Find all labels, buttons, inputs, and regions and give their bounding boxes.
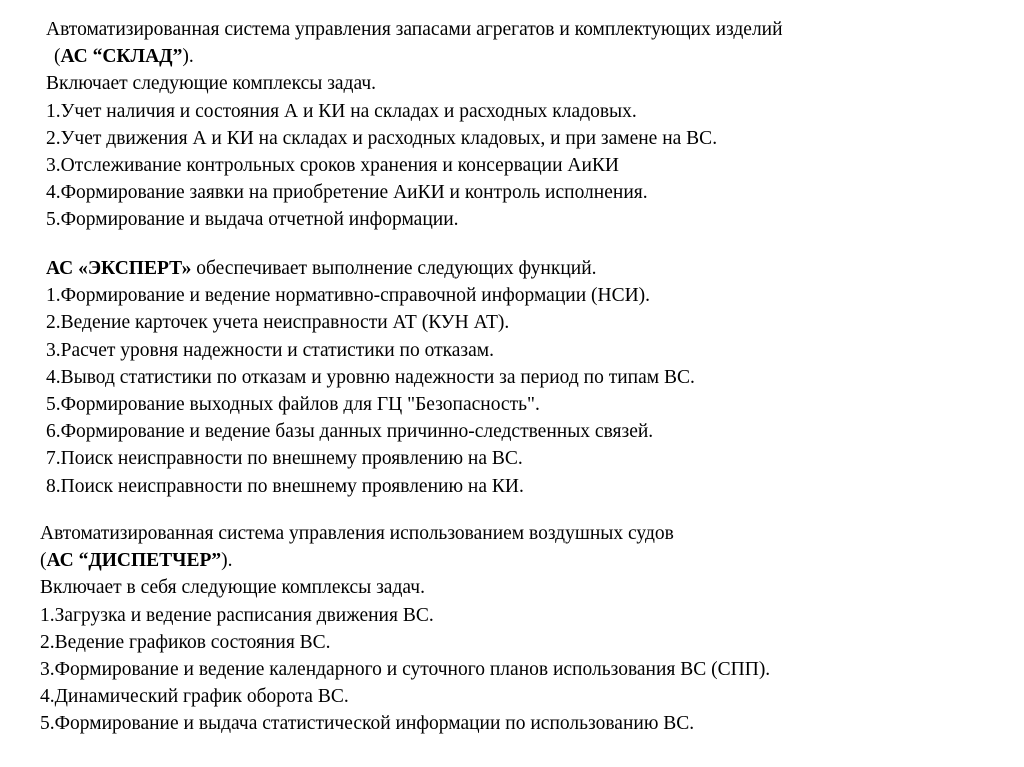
ekspert-item: 4.Вывод статистики по отказам и уровню надежности за период по типам ВС.	[46, 366, 695, 388]
dispetcher-item: 5.Формирование и выдача статистической информации по использованию ВС.	[40, 713, 695, 735]
sklad-item: 5.Формирование и выдача отчетной информации.	[46, 209, 459, 231]
dispetcher-item: 4.Динамический график оборота ВС.	[40, 686, 349, 708]
dispetcher-item: 1.Загрузка и ведение расписания движения ВС.	[40, 604, 434, 626]
sklad-item: 2.Учет движения А и КИ на складах и расходных кладовых, и при замене на ВС.	[46, 127, 718, 149]
ekspert-section	[46, 255, 695, 500]
sklad-name-open: (	[54, 46, 61, 68]
ekspert-item: 7.Поиск неисправности по внешнему проявлению на ВС.	[46, 448, 523, 470]
dispetcher-subtitle: Включает в себя следующие комплексы задач.	[40, 577, 425, 599]
sklad-item: 4.Формирование заявки на приобретение АиКИ и контроль исполнения.	[46, 182, 648, 204]
ekspert-intro-line	[46, 255, 695, 282]
dispetcher-name-line	[40, 547, 770, 574]
sklad-intro: Автоматизированная система управления запасами агрегатов и комплектующих изделий	[46, 19, 783, 40]
dispetcher-name-close: ).	[221, 550, 233, 572]
dispetcher-name-open: (	[40, 550, 47, 572]
ekspert-item: 3.Расчет уровня надежности и статистики по отказам.	[46, 339, 494, 361]
ekspert-intro-rest: обеспечивает выполнение следующих функций.	[191, 258, 597, 279]
sklad-item: 1.Учет наличия и состояния А и КИ на складах и расходных кладовых.	[46, 100, 637, 122]
sklad-item: 3.Отслеживание контрольных сроков хранения и консервации АиКИ	[46, 155, 619, 177]
sklad-name-line	[46, 43, 783, 70]
dispetcher-name: АС “ДИСПЕТЧЕР”	[46, 550, 222, 572]
ekspert-item: 5.Формирование выходных файлов для ГЦ "Безопасность".	[46, 394, 540, 416]
ekspert-item: 1.Формирование и ведение нормативно-справочной информации (НСИ).	[46, 285, 651, 307]
sklad-subtitle: Включает следующие комплексы задач.	[46, 73, 377, 95]
ekspert-item: 8.Поиск неисправности по внешнему проявлению на КИ.	[46, 475, 524, 497]
dispetcher-section	[40, 520, 770, 738]
dispetcher-intro: Автоматизированная система управления использованием воздушных судов	[40, 523, 674, 544]
sklad-name-close: ).	[182, 46, 194, 68]
dispetcher-item: 2.Ведение графиков состояния ВС.	[40, 631, 331, 653]
sklad-section	[46, 16, 783, 234]
ekspert-name: АС «ЭКСПЕРТ»	[46, 258, 192, 279]
ekspert-item: 2.Ведение карточек учета неисправности АТ (КУН АТ).	[46, 312, 510, 334]
sklad-name: АС “СКЛАД”	[60, 46, 183, 68]
ekspert-item: 6.Формирование и ведение базы данных причинно-следственных связей.	[46, 421, 654, 443]
dispetcher-item: 3.Формирование и ведение календарного и суточного планов использования ВС (СПП).	[40, 659, 771, 681]
